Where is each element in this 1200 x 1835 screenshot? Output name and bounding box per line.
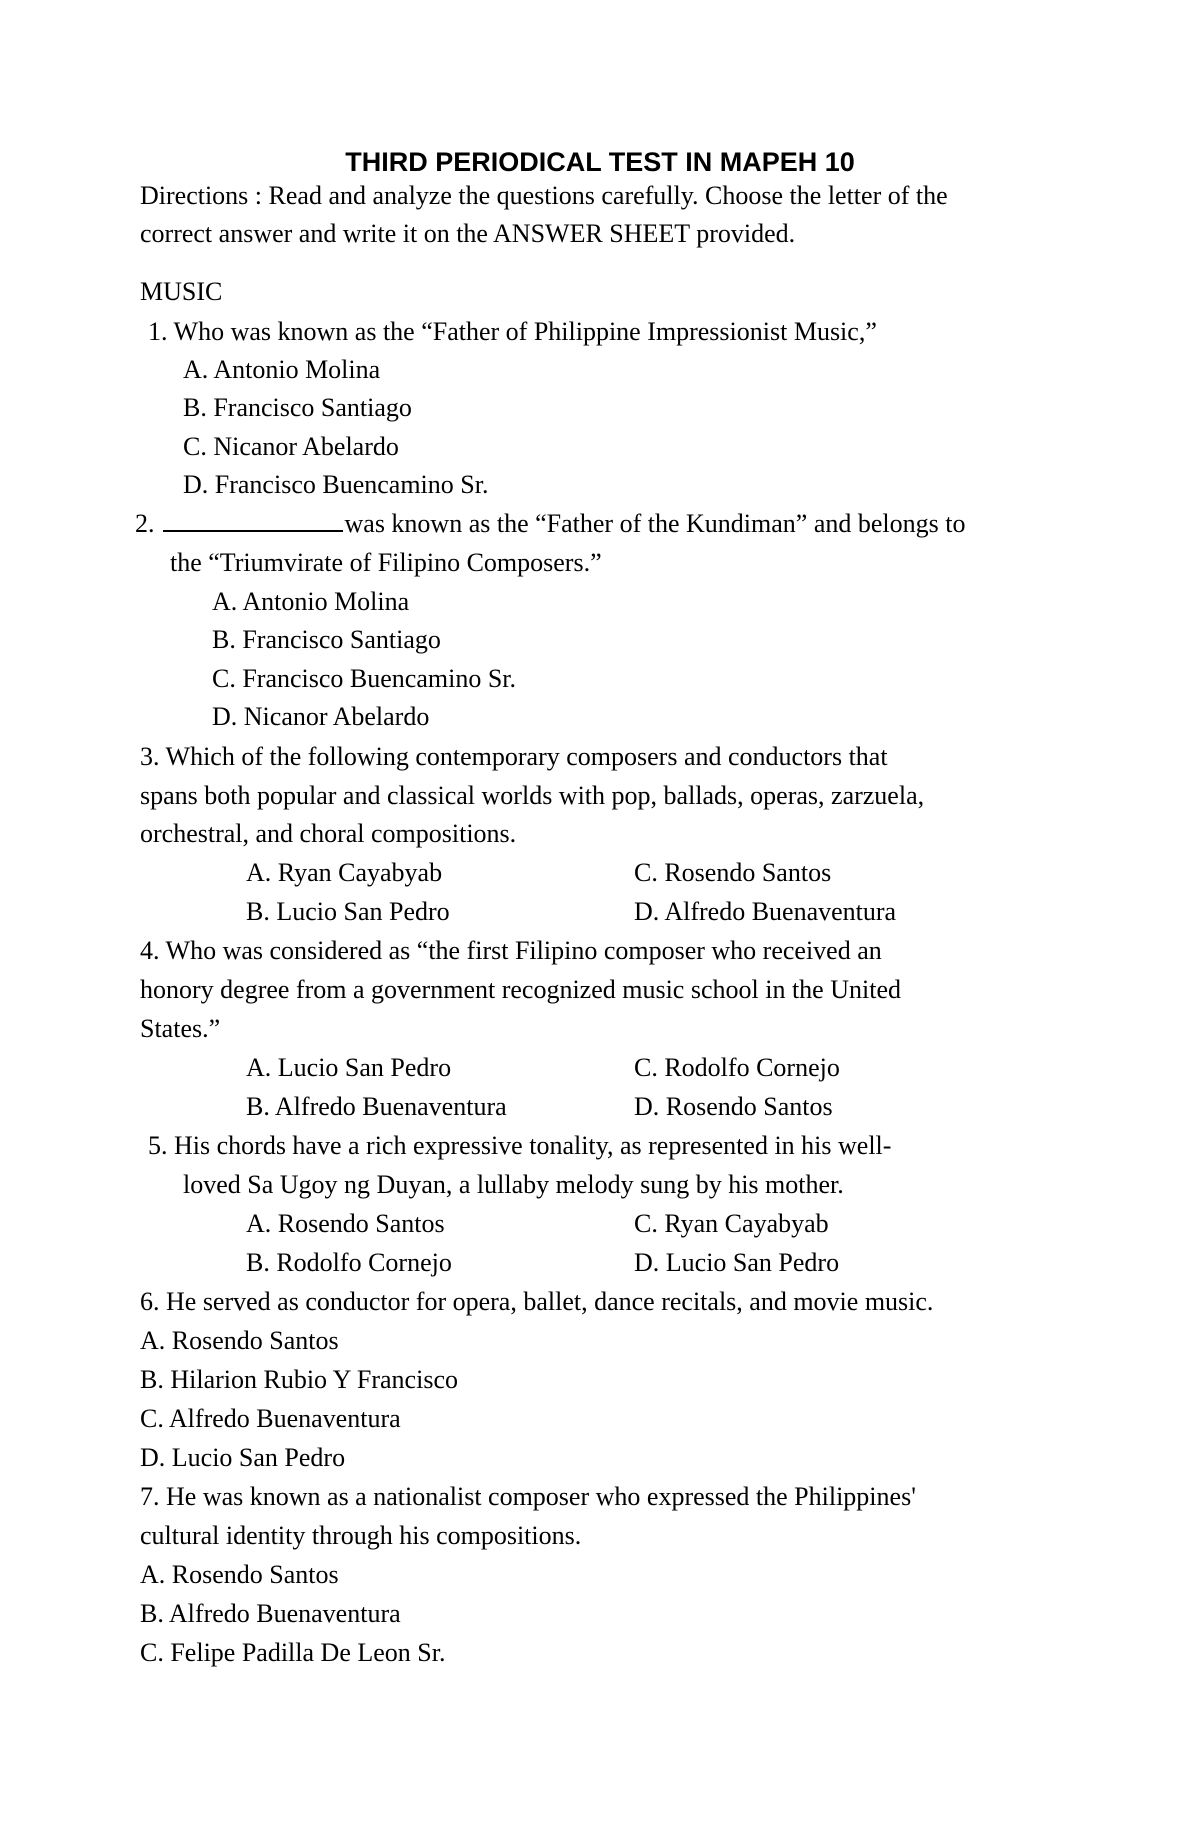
question-4-stem-line-3: States.” [140, 1014, 221, 1043]
question-4-stem-line-1: 4. Who was considered as “the first Filipino composer who received an [140, 936, 882, 965]
question-4-option-c: C. Rodolfo Cornejo [634, 1053, 840, 1082]
question-3-stem-line-3: orchestral, and choral compositions. [140, 819, 517, 848]
question-6-option-a: A. Rosendo Santos [140, 1326, 339, 1355]
question-3-option-b: B. Lucio San Pedro [246, 897, 450, 926]
question-2-option-b: B. Francisco Santiago [212, 625, 441, 654]
section-heading: MUSIC [140, 277, 223, 306]
question-2-stem [135, 508, 965, 540]
question-7-option-a: A. Rosendo Santos [140, 1560, 339, 1589]
question-6-option-c: C. Alfredo Buenaventura [140, 1404, 401, 1433]
question-7-stem-line-1: 7. He was known as a nationalist composer who expressed the Philippines' [140, 1482, 916, 1511]
directions-line-1: Directions : Read and analyze the questions carefully. Choose the letter of the [140, 181, 948, 210]
question-2-stem-line-2: the “Triumvirate of Filipino Composers.” [170, 548, 602, 577]
question-4-option-a: A. Lucio San Pedro [246, 1053, 452, 1082]
question-5-option-d: D. Lucio San Pedro [634, 1248, 840, 1277]
question-7-option-c: C. Felipe Padilla De Leon Sr. [140, 1638, 446, 1667]
question-5-option-a: A. Rosendo Santos [246, 1209, 445, 1238]
question-2-option-d: D. Nicanor Abelardo [212, 702, 430, 731]
question-5-option-b: B. Rodolfo Cornejo [246, 1248, 452, 1277]
question-1-option-b: B. Francisco Santiago [183, 393, 412, 422]
answer-blank [163, 510, 343, 532]
question-2-option-c: C. Francisco Buencamino Sr. [212, 664, 517, 693]
question-5-option-c: C. Ryan Cayabyab [634, 1209, 829, 1238]
question-2-option-a: A. Antonio Molina [212, 587, 410, 616]
question-6-option-b: B. Hilarion Rubio Y Francisco [140, 1365, 458, 1394]
question-3-stem-line-1: 3. Which of the following contemporary composers and conductors that [140, 742, 888, 771]
question-4-option-b: B. Alfredo Buenaventura [246, 1092, 507, 1121]
directions-line-2: correct answer and write it on the ANSWER SHEET provided. [140, 219, 796, 248]
question-3-option-d: D. Alfredo Buenaventura [634, 897, 897, 926]
question-1-option-a: A. Antonio Molina [183, 355, 381, 384]
question-1-option-c: C. Nicanor Abelardo [183, 432, 399, 461]
question-6-option-d: D. Lucio San Pedro [140, 1443, 346, 1472]
question-3-option-a: A. Ryan Cayabyab [246, 858, 443, 887]
question-4-option-d: D. Rosendo Santos [634, 1092, 833, 1121]
question-2-number: 2. [135, 509, 155, 538]
question-7-stem-line-2: cultural identity through his compositions. [140, 1521, 582, 1550]
question-2-stem-text: was known as the “Father of the Kundiman” and belongs to [344, 509, 966, 538]
question-5-stem-line-2: loved Sa Ugoy ng Duyan, a lullaby melody sung by his mother. [183, 1170, 844, 1199]
question-3-stem-line-2: spans both popular and classical worlds with pop, ballads, operas, zarzuela, [140, 781, 925, 810]
page-title: THIRD PERIODICAL TEST IN MAPEH 10 [345, 147, 855, 177]
question-7-option-b: B. Alfredo Buenaventura [140, 1599, 401, 1628]
question-3-option-c: C. Rosendo Santos [634, 858, 832, 887]
question-4-stem-line-2: honory degree from a government recognized music school in the United [140, 975, 901, 1004]
question-1-stem: 1. Who was known as the “Father of Philippine Impressionist Music,” [148, 317, 877, 346]
question-1-option-d: D. Francisco Buencamino Sr. [183, 470, 489, 499]
question-6-stem: 6. He served as conductor for opera, ballet, dance recitals, and movie music. [140, 1287, 934, 1316]
question-5-stem-line-1: 5. His chords have a rich expressive tonality, as represented in his well- [148, 1131, 892, 1160]
